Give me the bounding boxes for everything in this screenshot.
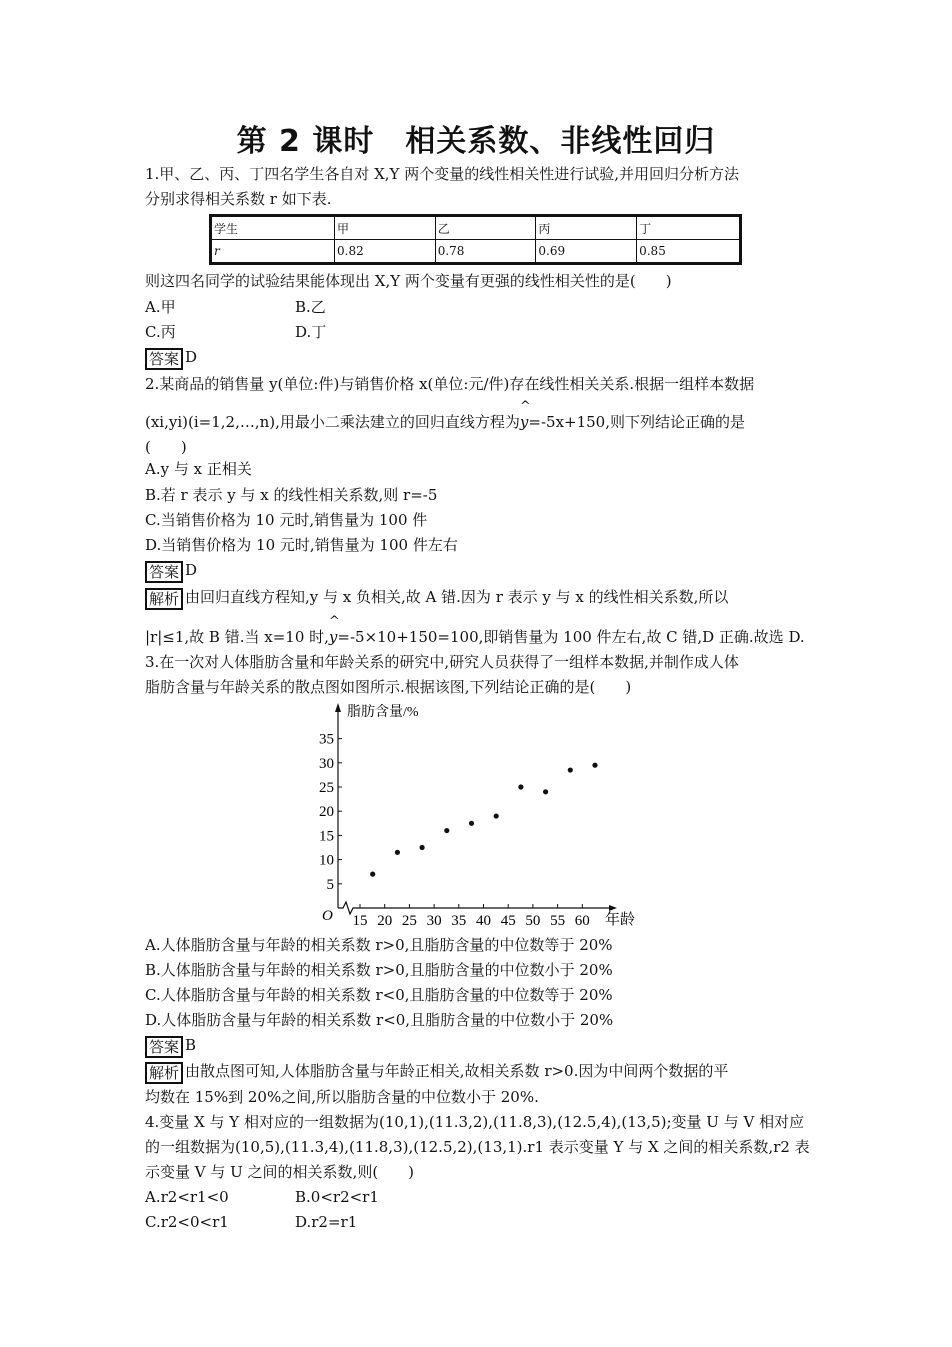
q4-option-b: B.0<r2<r1 [295,1188,379,1206]
correlation-table [209,214,742,265]
y-tick-label: 25 [319,780,334,796]
y-axis-label: 脂肪含量/% [347,705,419,720]
chart-points [370,763,597,877]
table-header-row [211,216,741,240]
table-cell: 乙 [435,216,536,240]
q4-option-a: A.r2<r1<0 [145,1188,229,1206]
table-cell: 0.85 [637,240,741,264]
chart-ticks [319,732,590,929]
x-tick-label: 55 [550,913,566,929]
q2-option-d: D.当销售价格为 10 元时,销售量为 100 件左右 [145,536,458,554]
x-axis-arrow [609,905,617,911]
q3-line-1: 3.在一次对人体脂肪含量和年龄关系的研究中,研究人员获得了一组样本数据,并制作成人体 [145,653,739,671]
q1-option-b: B.乙 [295,298,326,316]
answer-value: D [185,348,198,366]
q4-line-2: 的一组数据为(10,5),(11.3,4),(11.8,3),(12.5,2),(13,1).r1 表示变量 Y 与 X 之间的相关系数,r2 表 [145,1138,810,1156]
x-axis-label: 年龄 [605,912,636,928]
q1-line-1: 1.甲、乙、丙、丁四名学生各自对 X,Y 两个变量的线性相关性进行试验,并用回归分析方法 [145,165,739,183]
q3-answer [145,1036,196,1058]
q1-option-a: A.甲 [145,298,176,316]
x-tick-label: 35 [451,913,467,929]
q2-line-3: ( ) [145,438,187,456]
x-tick-label: 20 [377,913,393,929]
q2-answer [145,561,197,583]
q3-analysis-1 [145,1062,728,1084]
q3-option-b: B.人体脂肪含量与年龄的相关系数 r>0,且脂肪含量的中位数小于 20% [145,961,613,979]
y-hat: ^ y [520,413,528,431]
data-point [543,789,548,794]
data-point [592,763,597,768]
q2-analysis-1 [145,588,728,610]
analysis-text: 由回归直线方程知,y 与 x 负相关,故 A 错.因为 r 表示 y 与 x 的线性相关系数,所以 [185,588,729,606]
q1-option-d: D.丁 [295,323,327,341]
q2-analysis-2 [145,628,805,646]
q3-analysis-2: 均数在 15%到 20%之间,所以脂肪含量的中位数小于 20%. [145,1088,539,1106]
table-cell: 0.82 [335,240,436,264]
q1-line-2: 分别求得相关系数 r 如下表. [145,190,332,208]
data-point [494,813,499,818]
table-cell: 0.78 [435,240,536,264]
scatter-chart [310,698,650,936]
table-cell: 0.69 [536,240,637,264]
y-tick-label: 20 [319,804,334,821]
q2-option-a: A.y 与 x 正相关 [145,460,252,478]
x-tick-label: 45 [500,913,516,929]
answer-value: D [185,561,198,579]
y-tick-label: 10 [319,852,334,869]
table-cell: 丁 [637,216,741,240]
x-tick-label: 15 [352,913,368,929]
data-point [420,845,425,850]
answer-tag: 答案 [145,561,183,583]
q2-line-2 [145,413,745,431]
q1-question: 则这四名同学的试验结果能体现出 X,Y 两个变量有更强的线性相关性的是( ) [145,272,672,290]
q2-line-1: 2.某商品的销售量 y(单位:件)与销售价格 x(单位:元/件)存在线性相关关系.根据一组样本数据 [145,375,755,393]
origin-label: O [322,908,333,924]
y-axis-arrow [335,703,341,712]
table-cell: 学生 [211,216,335,240]
answer-value: B [185,1036,197,1054]
table-row [211,240,741,264]
x-tick-label: 30 [426,913,442,929]
x-tick-label: 25 [401,913,417,929]
q4-option-c: C.r2<0<r1 [145,1213,229,1231]
x-tick-label: 40 [476,913,491,929]
analysis-text: |r|≤1,故 B 错.当 x=10 时, [145,628,329,646]
data-point [370,872,375,877]
chart-axes [335,703,617,914]
q1-option-c: C.丙 [145,323,176,341]
x-tick-label: 60 [574,913,590,929]
y-hat: ^ y [329,628,337,646]
analysis-text-rest: =-5×10+150=100,即销售量为 100 件左右,故 C 错,D 正确.故选 D. [337,628,805,646]
q4-option-d: D.r2=r1 [295,1213,358,1231]
analysis-text: 由散点图可知,人体脂肪含量与年龄正相关,故相关系数 r>0.因为中间两个数据的平 [185,1062,729,1080]
y-tick-label: 30 [319,755,334,772]
q3-option-a: A.人体脂肪含量与年龄的相关系数 r>0,且脂肪含量的中位数等于 20% [145,936,613,954]
page-title: 第 2 课时 相关系数、非线性回归 [236,124,716,159]
data-point [395,850,400,855]
data-point [469,821,474,826]
data-point [568,767,573,772]
y-tick-label: 35 [319,731,334,748]
x-tick-label: 50 [525,913,541,929]
table-cell: 丙 [536,216,637,240]
y-tick-label: 5 [326,876,334,893]
analysis-tag: 解析 [145,1062,183,1084]
q3-line-2: 脂肪含量与年龄关系的散点图如图所示.根据该图,下列结论正确的是( ) [145,678,632,696]
table-cell: r [211,240,335,264]
q4-line-3: 示变量 V 与 U 之间的相关系数,则( ) [145,1163,415,1181]
q3-option-d: D.人体脂肪含量与年龄的相关系数 r<0,且脂肪含量的中位数小于 20% [145,1011,614,1029]
y-tick-label: 15 [319,828,334,845]
q2-line-2-rest: =-5x+150,则下列结论正确的是 [528,413,745,431]
data-point [444,828,449,833]
q3-option-c: C.人体脂肪含量与年龄的相关系数 r<0,且脂肪含量的中位数等于 20% [145,986,613,1004]
q2-line-2-text: (xi,yi)(i=1,2,…,n),用最小二乘法建立的回归直线方程为 [145,413,520,431]
q2-option-b: B.若 r 表示 y 与 x 的线性相关系数,则 r=-5 [145,486,438,504]
table-cell: 甲 [335,216,436,240]
answer-tag: 答案 [145,1036,183,1058]
answer-tag: 答案 [145,348,183,370]
analysis-tag: 解析 [145,588,183,610]
data-point [518,784,523,789]
q1-answer [145,348,197,370]
q2-option-c: C.当销售价格为 10 元时,销售量为 100 件 [145,511,428,529]
q4-line-1: 4.变量 X 与 Y 相对应的一组数据为(10,1),(11.3,2),(11.8,3),(12.5,4),(13,5);变量 U 与 V 相对应 [145,1113,805,1131]
